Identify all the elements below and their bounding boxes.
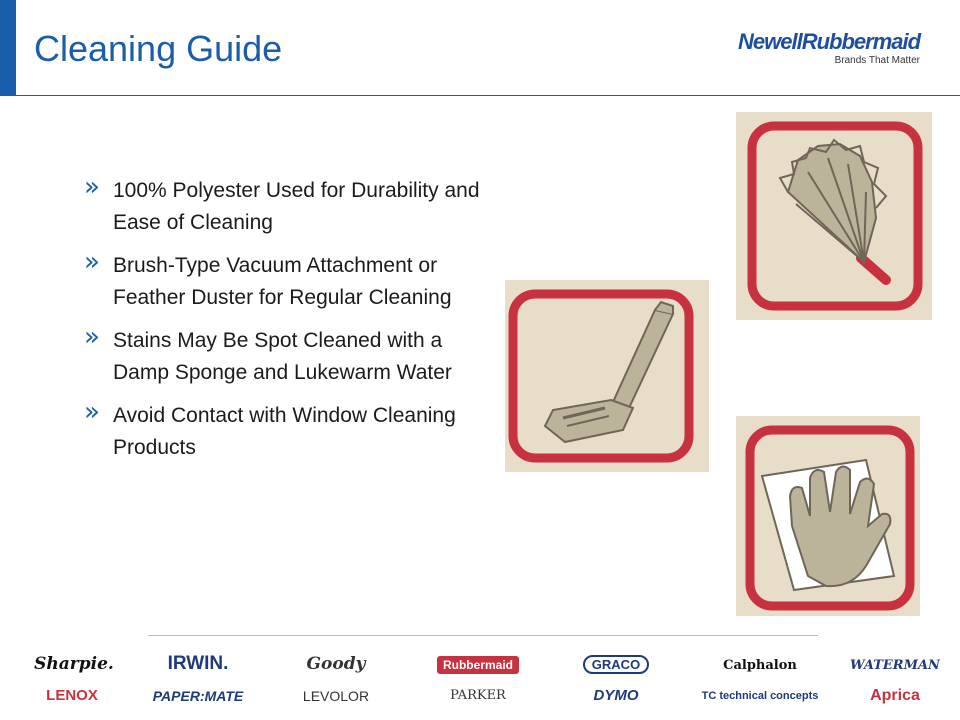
brand-logo-rubbermaid bbox=[418, 655, 538, 675]
bullet-item bbox=[80, 172, 500, 239]
brand-logo-lenox: LENOX bbox=[46, 687, 98, 704]
bullet-item bbox=[80, 247, 500, 314]
brand-logo-rubbermaid-text: Rubbermaid bbox=[437, 656, 519, 674]
brand-logo-sharpie: Sharpie. bbox=[34, 654, 114, 674]
brand-logo-levolor: LEVOLOR bbox=[302, 688, 370, 704]
header-accent-bar bbox=[0, 0, 16, 96]
brand-logo-goody: Goody bbox=[306, 654, 366, 674]
brand-logo-papermate: PAPER:MATE bbox=[152, 688, 244, 704]
brand-divider bbox=[148, 635, 818, 636]
logo-tagline: Brands That Matter bbox=[834, 55, 920, 66]
bullet-text: Brush-Type Vacuum Attachment or Feather Duster for Regular Cleaning bbox=[113, 254, 452, 309]
brand-logo-dymo: DYMO bbox=[593, 687, 639, 704]
header-rule bbox=[16, 95, 960, 96]
bullet-text: Avoid Contact with Window Cleaning Products bbox=[113, 404, 456, 459]
bullet-item bbox=[80, 322, 500, 389]
brand-logo-parker: PARKER bbox=[450, 688, 506, 703]
hand-wiping-icon bbox=[736, 416, 920, 616]
bullet-item bbox=[80, 397, 500, 464]
slide-title: Cleaning Guide bbox=[34, 28, 283, 69]
brand-logo-graco bbox=[556, 655, 676, 675]
feather-duster-icon bbox=[736, 112, 932, 320]
brand-logo-aprica: Aprica bbox=[870, 687, 920, 704]
brand-logo-graco-text: GRACO bbox=[583, 655, 649, 674]
bullet-text: Stains May Be Spot Cleaned with a Damp Sponge and Lukewarm Water bbox=[113, 329, 452, 384]
brand-logo-irwin: IRWIN. bbox=[167, 653, 229, 674]
brand-logo-calphalon: Calphalon bbox=[723, 658, 797, 673]
brand-logo-technical-concepts: TC technical concepts bbox=[701, 690, 819, 702]
bullet-text: 100% Polyester Used for Durability and Ease of Cleaning bbox=[113, 179, 480, 234]
logo-name: NewellRubbermaid bbox=[738, 29, 921, 54]
cleaning-bullet-list bbox=[80, 172, 500, 475]
brand-logo-waterman: WATERMAN bbox=[850, 658, 940, 673]
bullet-marker: » bbox=[84, 172, 100, 202]
bullet-marker: » bbox=[84, 247, 100, 277]
bullet-marker: » bbox=[84, 397, 100, 427]
newell-rubbermaid-logo bbox=[738, 30, 928, 70]
bullet-marker: » bbox=[84, 322, 100, 352]
vacuum-cleaner-icon bbox=[505, 280, 709, 472]
